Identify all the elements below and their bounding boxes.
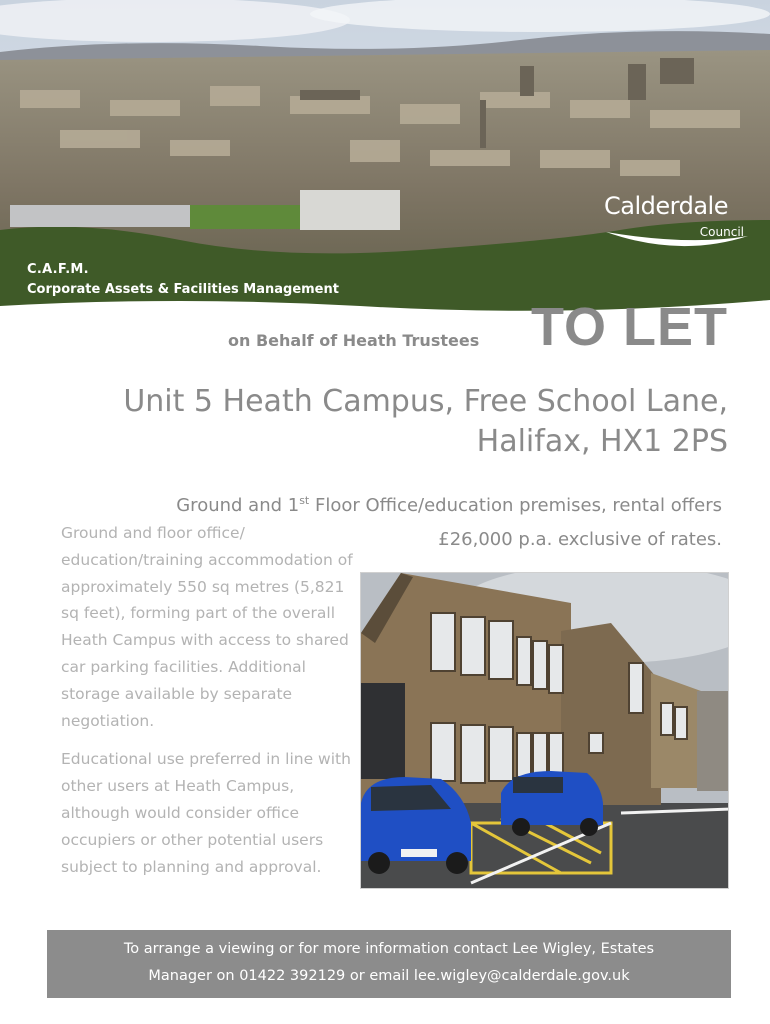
logo-name-text: Calderdale [604, 192, 728, 220]
hero-banner [0, 0, 770, 330]
on-behalf-text: on Behalf of Heath Trustees [228, 331, 480, 350]
description-paragraph-1: Ground and floor office/ education/training accommodation of approximately 550 sq metres (5,821 sq feet), forming part of the overall Heath Campus with access to shared car parking facilities. Additional storage available by separate negotiation. [61, 524, 353, 730]
cafm-full-name: Corporate Assets & Facilities Management [27, 282, 339, 297]
property-description [61, 520, 356, 880]
premises-superscript: st [299, 494, 310, 507]
cafm-acronym: C.A.F.M. [27, 262, 89, 277]
property-address [38, 382, 728, 462]
contact-banner [47, 930, 731, 998]
description-paragraph-2: Educational use preferred in line with other users at Heath Campus, although would consider office occupiers or other potential users subject to planning and approval. [61, 750, 351, 876]
building-photo [360, 572, 729, 889]
premises-line-1 [62, 484, 722, 523]
town-panorama-image [0, 0, 770, 330]
to-let-heading: TO LET [530, 297, 728, 357]
premises-line-2: £26,000 p.a. exclusive of rates. [438, 529, 722, 550]
contact-line-2[interactable]: Manager on 01422 392129 or email lee.wigley@calderdale.gov.uk [148, 968, 630, 984]
building-photo-image [361, 573, 729, 889]
address-line-2: Halifax, HX1 2PS [476, 424, 728, 459]
premises-part-2: Floor Office/education premises, rental offers [309, 495, 722, 516]
calderdale-council-logo [598, 192, 758, 252]
address-line-1: Unit 5 Heath Campus, Free School Lane, [123, 384, 728, 419]
contact-line-1: To arrange a viewing or for more information contact Lee Wigley, Estates [123, 941, 655, 957]
premises-part-1: Ground and 1 [176, 495, 300, 516]
logo-council-text: Council [699, 225, 744, 239]
